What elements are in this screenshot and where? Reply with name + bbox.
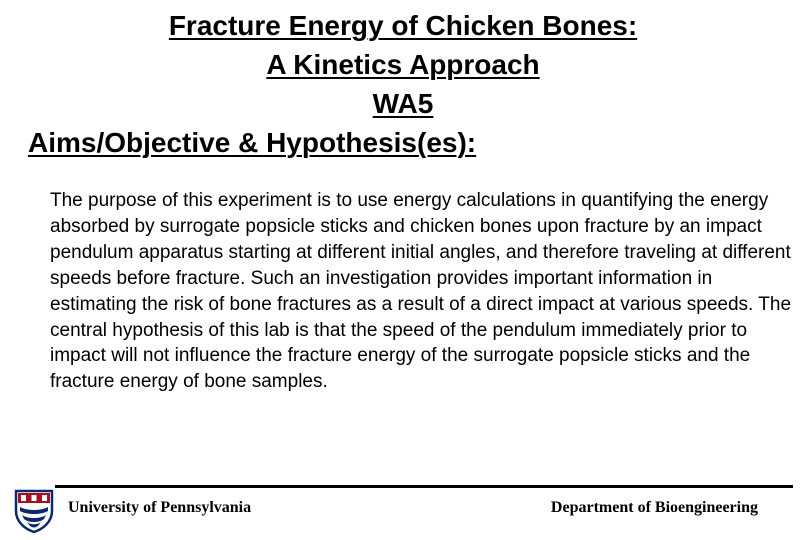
footer-university: University of Pennsylvania	[68, 499, 252, 516]
title-line-2: A Kinetics Approach	[266, 49, 540, 80]
footer-department: Department of Bioengineering	[550, 499, 758, 516]
section-heading: Aims/Objective & Hypothesis(es):	[28, 127, 477, 158]
slide-title	[0, 6, 810, 162]
penn-shield-icon	[13, 489, 55, 533]
footer-divider	[55, 485, 793, 488]
body-paragraph: The purpose of this experiment is to use energy calculations in quantifying the energy absorbed by surrogate popsicle sticks and chicken bones upon fracture by an impact pendulum apparatus starting at different initial angles, and therefore traveling at different speeds before fracture. Such an investigation provides important information in estimating the risk of bone fractures as a result of a direct impact at various speeds. The central hypothesis of this lab is that the speed of the pendulum immediately prior to impact will not influence the fracture energy of the surrogate popsicle sticks and the fracture energy of bone samples.	[50, 190, 792, 393]
title-line-3: WA5	[372, 88, 434, 119]
title-line-1: Fracture Energy of Chicken Bones:	[168, 10, 638, 41]
